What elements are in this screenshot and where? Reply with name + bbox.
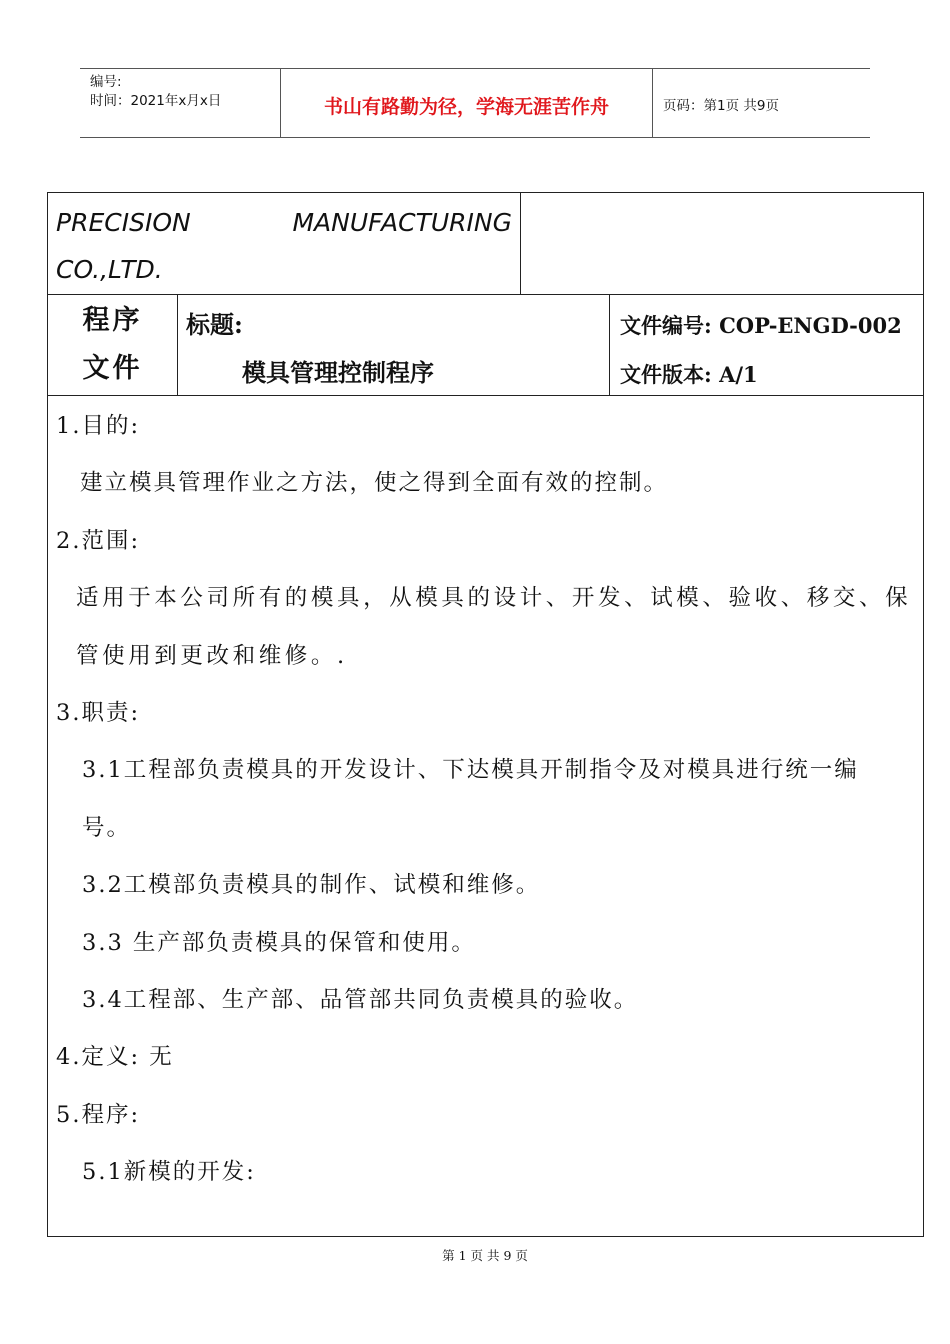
section-5-1: 5.1新模的开发: — [82, 1159, 256, 1186]
doc-info-row — [48, 295, 923, 396]
company-row — [48, 193, 923, 295]
page-header — [80, 68, 870, 138]
company-name-part2: MANUFACTURING — [292, 208, 512, 237]
company-name-part3: CO.,LTD. — [56, 255, 163, 284]
company-name-part1: PRECISION — [56, 208, 191, 237]
section-5-heading: 5.程序: — [56, 1101, 141, 1128]
number-label: 编号: — [90, 74, 122, 90]
header-motto: 书山有路勤为径，学海无涯苦作舟 — [281, 69, 653, 137]
doc-type-line2: 文件 — [82, 353, 143, 384]
file-number: 文件编号: COP-ENGD-002 — [620, 313, 902, 338]
section-3-4: 3.4工程部、生产部、品管部共同负责模具的验收。 — [82, 987, 639, 1014]
section-3-1-line1: 3.1工程部负责模具的开发设计、下达模具开制指令及对模具进行统一编 — [82, 757, 859, 784]
document-body — [48, 396, 923, 1202]
header-meta — [80, 69, 281, 137]
section-1-text: 建立模具管理作业之方法，使之得到全面有效的控制。 — [80, 470, 669, 497]
doc-title: 模具管理控制程序 — [242, 358, 434, 387]
section-3-3: 3.3 生产部负责模具的保管和使用。 — [82, 929, 476, 956]
company-name — [48, 193, 521, 294]
section-2-text-line2: 管使用到更改和维修。. — [76, 642, 348, 669]
doc-meta — [610, 295, 923, 395]
section-1-heading: 1.目的: — [56, 413, 141, 439]
section-4: 4.定义: 无 — [56, 1044, 174, 1071]
document-frame — [47, 192, 924, 1237]
section-3-2: 3.2工模部负责模具的制作、试模和维修。 — [82, 872, 541, 899]
section-2-heading: 2.范围: — [56, 527, 141, 554]
time-label: 时间：2021年x月x日 — [90, 93, 222, 109]
page-footer: 第 1 页 共 9 页 — [442, 1248, 528, 1263]
file-version: 文件版本: A/1 — [620, 362, 758, 387]
doc-type-line1: 程序 — [82, 305, 143, 336]
section-3-heading: 3.职责: — [56, 700, 141, 727]
doc-type — [48, 295, 178, 395]
title-label: 标题: — [186, 310, 243, 339]
title-cell — [178, 295, 610, 395]
section-3-1-line2: 号。 — [82, 814, 132, 841]
section-2-text-line1: 适用于本公司所有的模具，从模具的设计、开发、试模、验收、移交、保 — [76, 585, 912, 612]
header-page-info: 页码：第1页 共9页 — [663, 98, 779, 114]
